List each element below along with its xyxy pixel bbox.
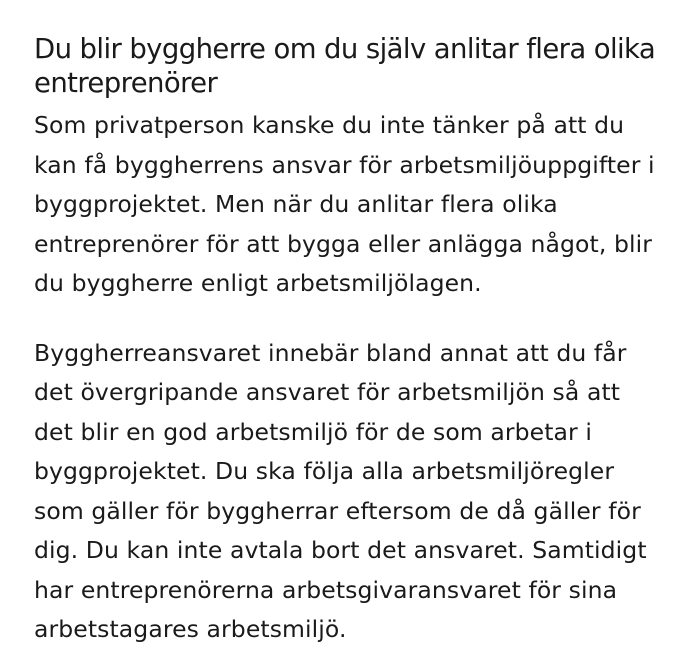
paragraph-line: entreprenörer för att bygga eller anlägga något, blir (34, 229, 653, 258)
section-heading (34, 32, 674, 100)
paragraph-line: byggprojektet. Men när du anlitar flera olika (34, 190, 558, 218)
paragraph-line: arbetstagares arbetsmiljö. (34, 615, 347, 643)
intro-paragraph (34, 106, 674, 304)
heading-line: Du blir byggherre om du själv anlitar flera olika (34, 33, 656, 65)
article-content (34, 32, 674, 650)
paragraph-line: kan få byggherrens ansvar för arbetsmiljöuppgifter i (34, 150, 655, 179)
heading-line: entreprenörer (34, 67, 218, 99)
paragraph-line: det blir en god arbetsmiljö för de som arbetar i (34, 417, 593, 446)
paragraph-line: Som privatperson kanske du inte tänker på att du (34, 111, 625, 139)
paragraph-line: har entreprenörerna arbetsgivaransvaret för sina (34, 575, 618, 604)
paragraph-line: byggprojektet. Du ska följa alla arbetsmiljöregler (34, 457, 615, 485)
paragraph-line: dig. Du kan inte avtala bort det ansvaret. Samtidigt (34, 536, 647, 564)
responsibility-paragraph (34, 334, 674, 650)
paragraph-line: Byggherreansvaret innebär bland annat att du får (34, 338, 627, 367)
paragraph-line: som gäller för byggherrar eftersom de då gäller för (34, 496, 641, 525)
paragraph-line: det övergripande ansvaret för arbetsmiljön så att (34, 378, 621, 406)
paragraph-line: du byggherre enligt arbetsmiljölagen. (34, 269, 482, 297)
